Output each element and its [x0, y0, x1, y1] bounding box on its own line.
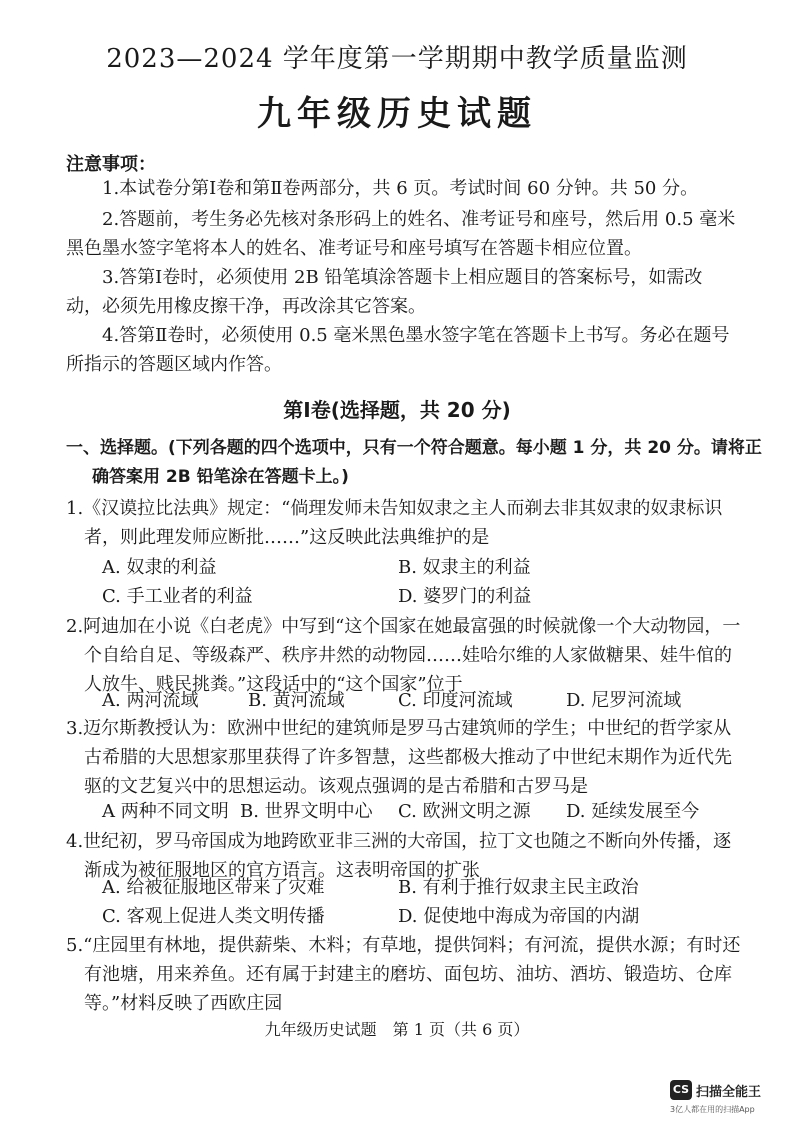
question-5-stem: 5.“庄园里有林地，提供薪柴、木料；有草地，提供饲料；有河流，提供水源；有时还有池塘，用来养鱼。还有属于封建主的磨坊、面包坊、油坊、酒坊、锻造坊、仓库等。”材料反映了西欧庄园 — [66, 935, 741, 1014]
question-2-stem: 2.阿迪加在小说《白老虎》中写到“这个国家在她最富强的时候就像一个大动物园，一个自给自足、等级森严、秩序井然的动物园……娃哈尔维的人家做糖果、娃牛倌的人放牛、贱民挑粪。”这段话中的“这个国家”位于 — [66, 616, 741, 695]
question-3-option-c: C. 欧洲文明之源 — [398, 801, 531, 822]
question-4-option-c: C. 客观上促进人类文明传播 — [102, 906, 325, 927]
scanner-watermark — [670, 1080, 780, 1120]
question-4-option-d: D. 促使地中海成为帝国的内湖 — [398, 906, 640, 927]
question-2-option-a: A. 两河流域 — [102, 690, 199, 711]
question-4-stem: 4.世纪初，罗马帝国成为地跨欧亚非三洲的大帝国，拉丁文也随之不断向外传播，逐渐成为被征服地区的官方语言。这表明帝国的扩张 — [66, 831, 732, 881]
question-1-stem: 1.《汉谟拉比法典》规定：“倘理发师未告知奴隶之主人而剃去非其奴隶的奴隶标识者，则此理发师应断批……”这反映此法典维护的是 — [66, 498, 723, 548]
note-item-1: 1.本试卷分第Ⅰ卷和第Ⅱ卷两部分，共 6 页。考试时间 60 分钟。共 50 分。 — [102, 178, 699, 199]
question-1-option-b: B. 奴隶主的利益 — [398, 557, 531, 578]
question-2-option-d: D. 尼罗河流域 — [566, 690, 682, 711]
question-4-option-a: A. 给被征服地区带来了灾难 — [102, 877, 325, 898]
question-2-option-b: B. 黄河流域 — [248, 690, 345, 711]
page-footer: 九年级历史试题 第 1 页（共 6 页） — [264, 1020, 530, 1039]
question-1-option-d: D. 婆罗门的利益 — [398, 586, 532, 607]
camscanner-logo-icon: CS — [670, 1080, 692, 1100]
section-instruction: 一、选择题。(下列各题的四个选项中，只有一个符合题意。每小题 1 分，共 20 分。请将正确答案用 2B 铅笔涂在答题卡上。) — [66, 438, 762, 487]
question-2-option-c: C. 印度河流域 — [398, 690, 513, 711]
scanner-app-name: 扫描全能王 — [696, 1085, 762, 1100]
question-3-option-d: D. 延续发展至今 — [566, 801, 700, 822]
scanner-app-tagline: 3亿人都在用的扫描App — [670, 1105, 755, 1114]
question-3-option-a: A 两种不同文明 — [102, 801, 229, 822]
question-1-option-a: A. 奴隶的利益 — [102, 557, 217, 578]
note-item-2: 2.答题前，考生务必先核对条形码上的姓名、准考证号和座号，然后用 0.5 毫米黑色墨水签字笔将本人的姓名、准考证号和座号填写在答题卡相应位置。 — [66, 209, 736, 259]
note-item-3: 3.答第Ⅰ卷时，必须使用 2B 铅笔填涂答题卡上相应题目的答案标号，如需改动，必须先用橡皮擦干净，再改涂其它答案。 — [66, 267, 703, 317]
question-3-option-b: B. 世界文明中心 — [240, 801, 373, 822]
note-item-4: 4.答第Ⅱ卷时，必须使用 0.5 毫米黑色墨水签字笔在答题卡上书写。务必在题号所指示的答题区域内作答。 — [66, 325, 730, 375]
question-1-option-c: C. 手工业者的利益 — [102, 586, 253, 607]
exam-subtitle: 九年级历史试题 — [257, 94, 537, 134]
question-3-stem: 3.迈尔斯教授认为：欧洲中世纪的建筑师是罗马古建筑师的学生；中世纪的哲学家从古希腊的大思想家那里获得了许多智慧，这些都极大推动了中世纪末期作为近代先驱的文艺复兴中的思想运动。该观点强调的是古希腊和古罗马是 — [66, 718, 732, 797]
section-title: 第Ⅰ卷(选择题，共 20 分) — [283, 398, 511, 422]
notes-heading: 注意事项： — [66, 154, 156, 175]
question-4-option-b: B. 有利于推行奴隶主民主政治 — [398, 877, 639, 898]
exam-title: 2023—2024 学年度第一学期期中教学质量监测 — [106, 44, 688, 74]
